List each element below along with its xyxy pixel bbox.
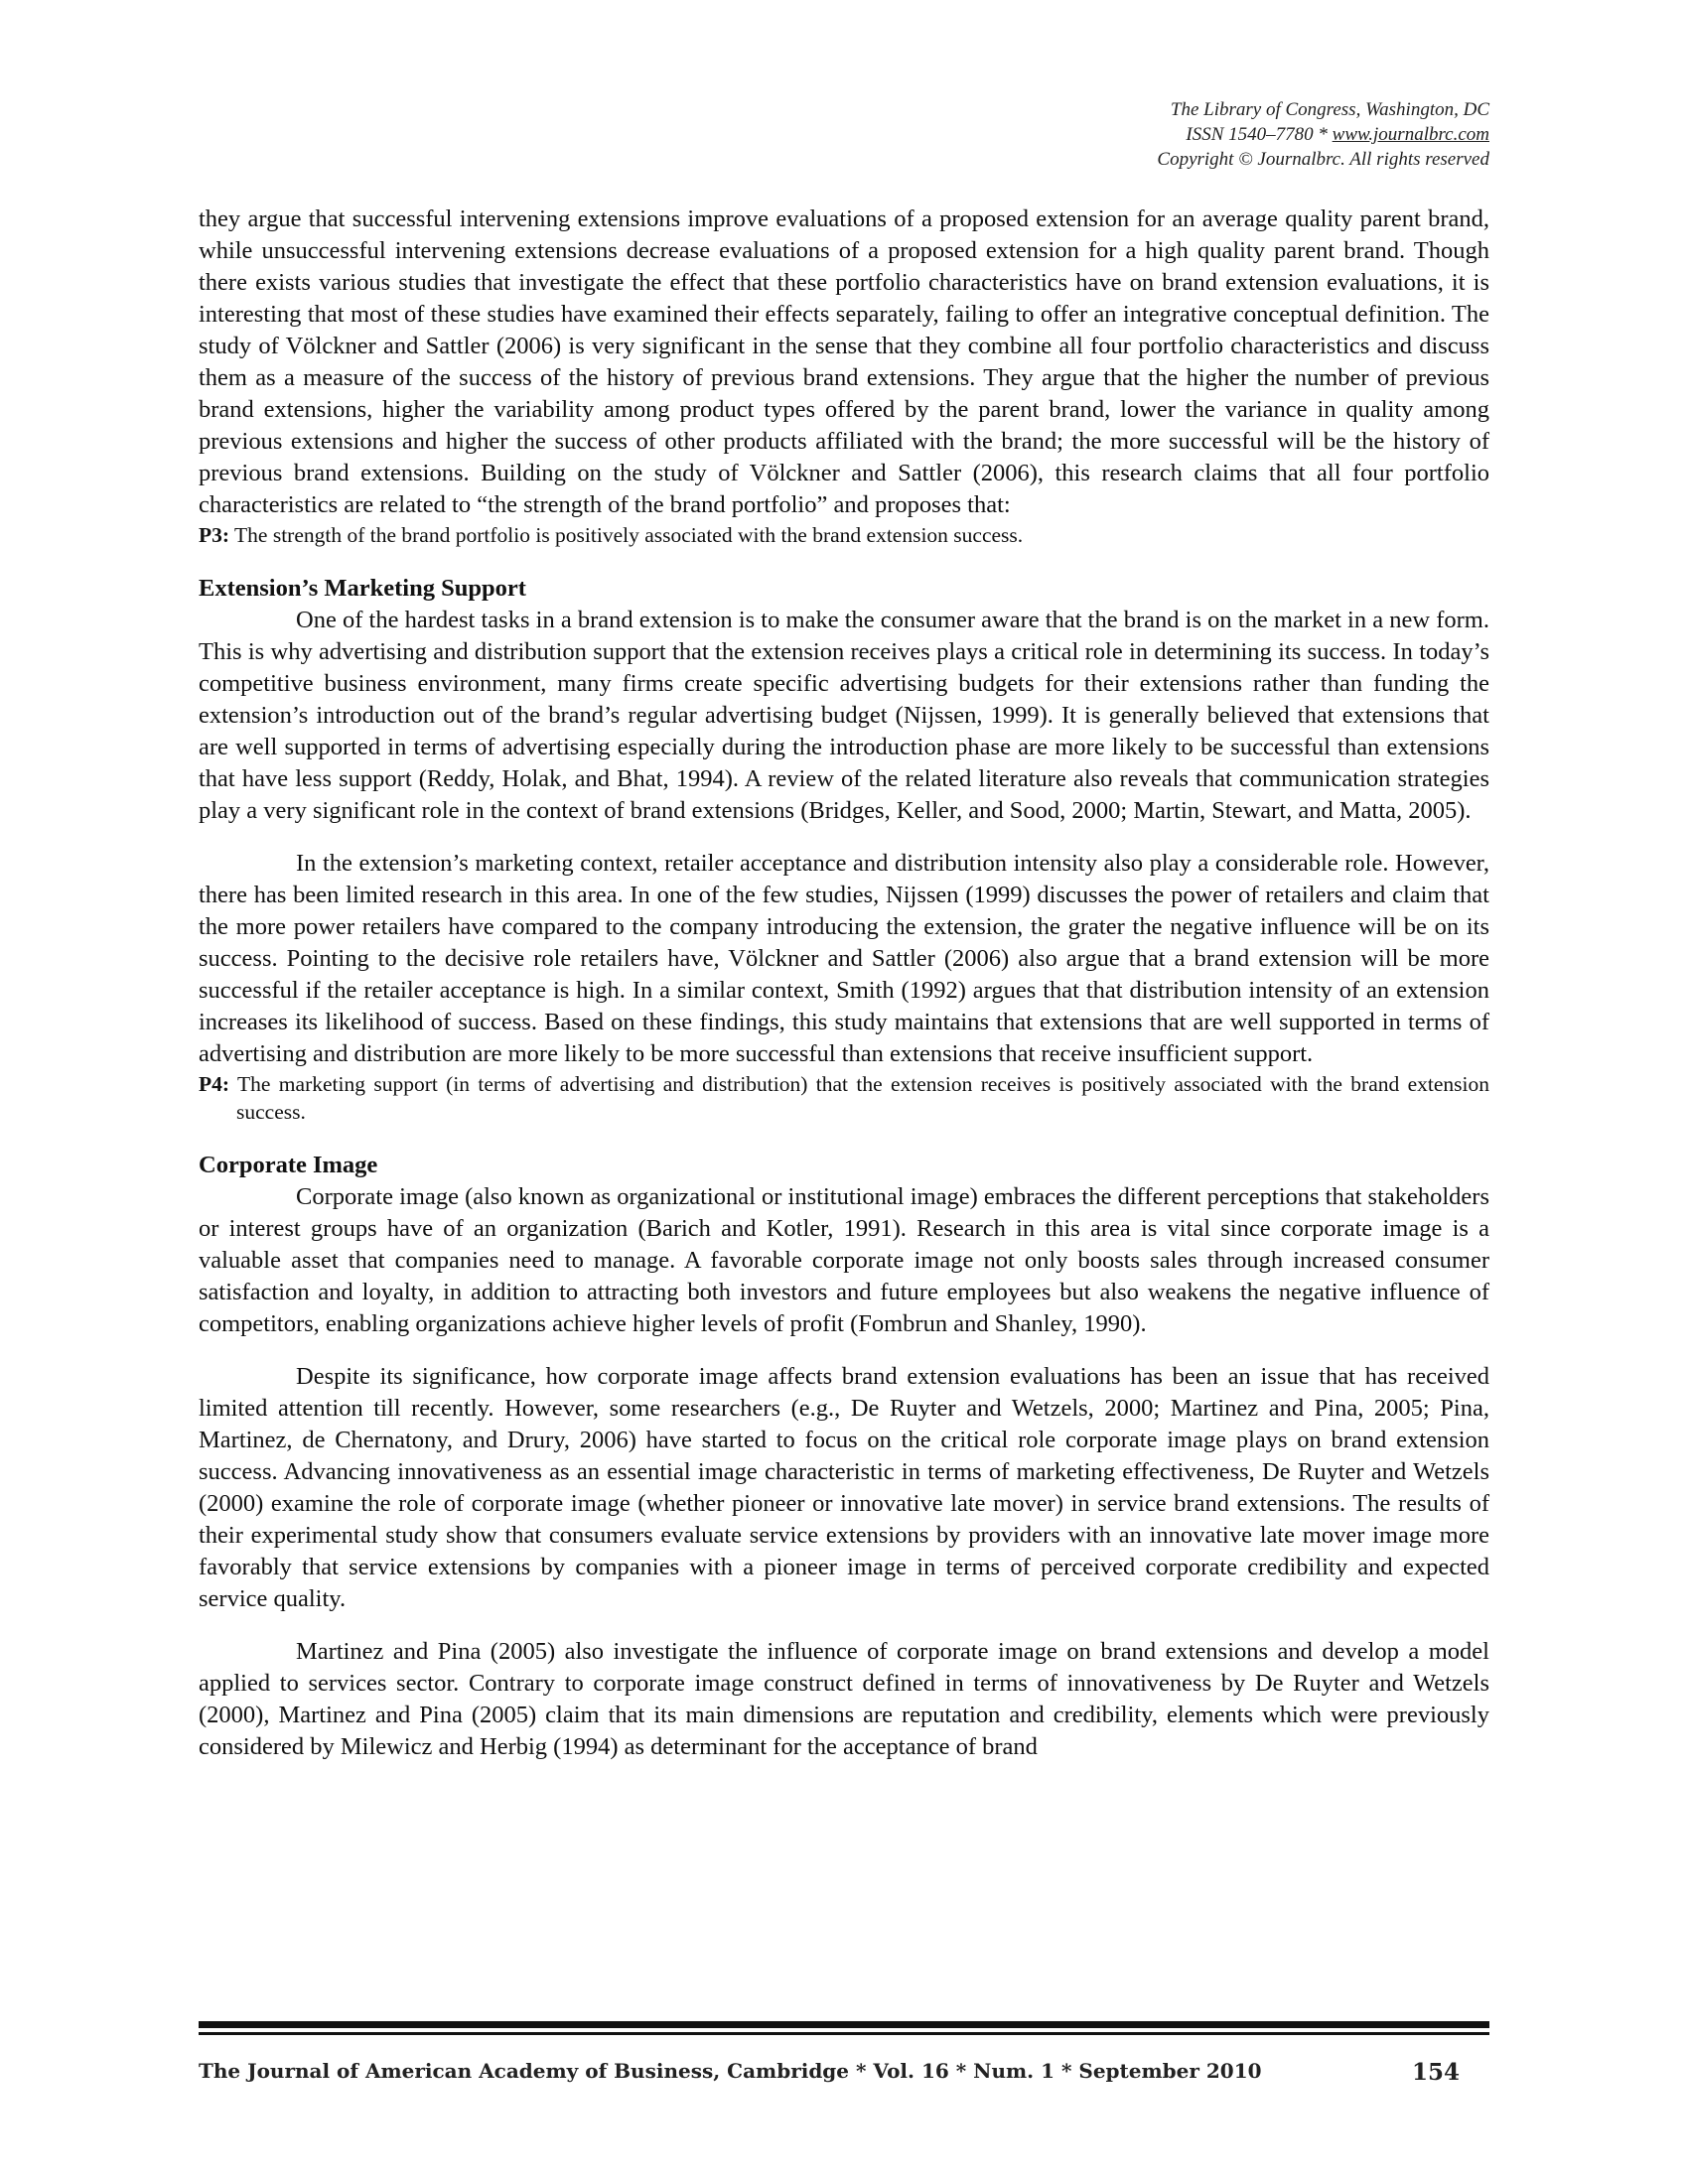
page-number: 154 — [1411, 2059, 1460, 2086]
proposition-p3-text: The strength of the brand portfolio is positively associated with the brand extension success. — [229, 523, 1024, 547]
running-header — [1157, 97, 1489, 172]
header-library-line: The Library of Congress, Washington, DC — [1170, 99, 1489, 120]
body-paragraph-1: they argue that successful intervening extensions improve evaluations of a proposed extension for an average quality parent brand, while unsuccessful intervening extensions decrease evaluations of a proposed extension for a high quality parent brand. Though there exists various studies that investigate the effect that these portfolio characteristics have on brand extension evaluations, it is interesting that most of these studies have examined their effects separately, failing to offer an integrative conceptual definition. The study of Völckner and Sattler (2006) is very significant in the sense that they combine all four portfolio characteristics and discuss them as a measure of the success of the history of previous brand extensions. They argue that the higher the number of previous brand extensions, higher the variability among product types offered by the parent brand, lower the variance in quality among previous extensions and higher the success of other products affiliated with the brand; the more successful will be the history of previous brand extensions. Building on the study of Völckner and Sattler (2006), this research claims that all four portfolio characteristics are related to “the strength of the brand portfolio” and proposes that: — [199, 205, 1489, 518]
header-issn-line — [1157, 122, 1489, 147]
header-issn: ISSN 1540–7780 * — [1186, 124, 1333, 145]
proposition-p3 — [199, 521, 1489, 549]
body-paragraph-2: One of the hardest tasks in a brand extension is to make the consumer aware that the brand is on the market in a new form. This is why advertising and distribution support that the extension receives plays a critical role in determining its success. In today’s competitive business environment, many firms create specific advertising budgets for their extensions rather than funding the extension’s introduction out of the brand’s regular advertising budget (Nijssen, 1999). It is generally believed that extensions that are well supported in terms of advertising especially during the introduction phase are more likely to be successful than extensions that have less support (Reddy, Holak, and Bhat, 1994). A review of the related literature also reveals that communication strategies play a very significant role in the context of brand extensions (Bridges, Keller, and Sood, 2000; Martin, Stewart, and Matta, 2005). — [199, 607, 1489, 824]
proposition-p4 — [199, 1070, 1489, 1126]
footer-journal-citation: The Journal of American Academy of Business, Cambridge * Vol. 16 * Num. 1 * September 2010 — [199, 2059, 1262, 2083]
article-body — [199, 204, 1489, 1763]
journal-website-link[interactable]: www.journalbrc.com — [1332, 124, 1489, 145]
section-heading-marketing-support: Extension’s Marketing Support — [199, 575, 526, 602]
body-paragraph-5: Despite its significance, how corporate image affects brand extension evaluations has been an issue that has received limited attention till recently. However, some researchers (e.g., De Ruyter and Wetzels, 2000; Martinez and Pina, 2005; Pina, Martinez, de Chernatony, and Drury, 2006) have started to focus on the critical role corporate image plays on brand extension success. Advancing innovativeness as an essential image characteristic in terms of marketing effectiveness, De Ruyter and Wetzels (2000) examine the role of corporate image (whether pioneer or innovative late mover) in service brand extensions. The results of their experimental study show that consumers evaluate service extensions by providers with an innovative late mover image more favorably that service extensions by companies with a pioneer image in terms of perceived corporate credibility and expected service quality. — [199, 1363, 1489, 1612]
body-paragraph-3: In the extension’s marketing context, retailer acceptance and distribution intensity also play a considerable role. However, there has been limited research in this area. In one of the few studies, Nijssen (1999) discusses the power of retailers and claim that the more power retailers have compared to the company introducing the extension, the grater the negative influence will be on its success. Pointing to the decisive role retailers have, Völckner and Sattler (2006) also argue that a brand extension will be more successful if the retailer acceptance is high. In a similar context, Smith (1992) argues that that distribution intensity of an extension increases its likelihood of success. Based on these findings, this study maintains that extensions that are well supported in terms of advertising and distribution are more likely to be more successful than extensions that receive insufficient support. — [199, 850, 1489, 1067]
proposition-p4-text: The marketing support (in terms of advertising and distribution) that the extension receives is positively associated with the brand extension success. — [229, 1072, 1489, 1124]
proposition-p3-label: P3: — [199, 523, 230, 547]
proposition-p4-label: P4: — [199, 1072, 230, 1096]
footer-divider — [199, 2021, 1489, 2035]
section-heading-corporate-image: Corporate Image — [199, 1152, 378, 1178]
body-paragraph-4: Corporate image (also known as organizational or institutional image) embraces the different perceptions that stakeholders or interest groups have of an organization (Barich and Kotler, 1991). Research in this area is vital since corporate image is a valuable asset that companies need to manage. A favorable corporate image not only boosts sales through increased consumer satisfaction and loyalty, in addition to attracting both investors and future employees but also weakens the negative influence of competitors, enabling organizations achieve higher levels of profit (Fombrun and Shanley, 1990). — [199, 1183, 1489, 1337]
body-paragraph-6: Martinez and Pina (2005) also investigate the influence of corporate image on brand extensions and develop a model applied to services sector. Contrary to corporate image construct defined in terms of innovativeness by De Ruyter and Wetzels (2000), Martinez and Pina (2005) claim that its main dimensions are reputation and credibility, elements which were previously considered by Milewicz and Herbig (1994) as determinant for the acceptance of brand — [199, 1638, 1489, 1760]
header-copyright-line: Copyright © Journalbrc. All rights reserved — [1157, 149, 1489, 170]
